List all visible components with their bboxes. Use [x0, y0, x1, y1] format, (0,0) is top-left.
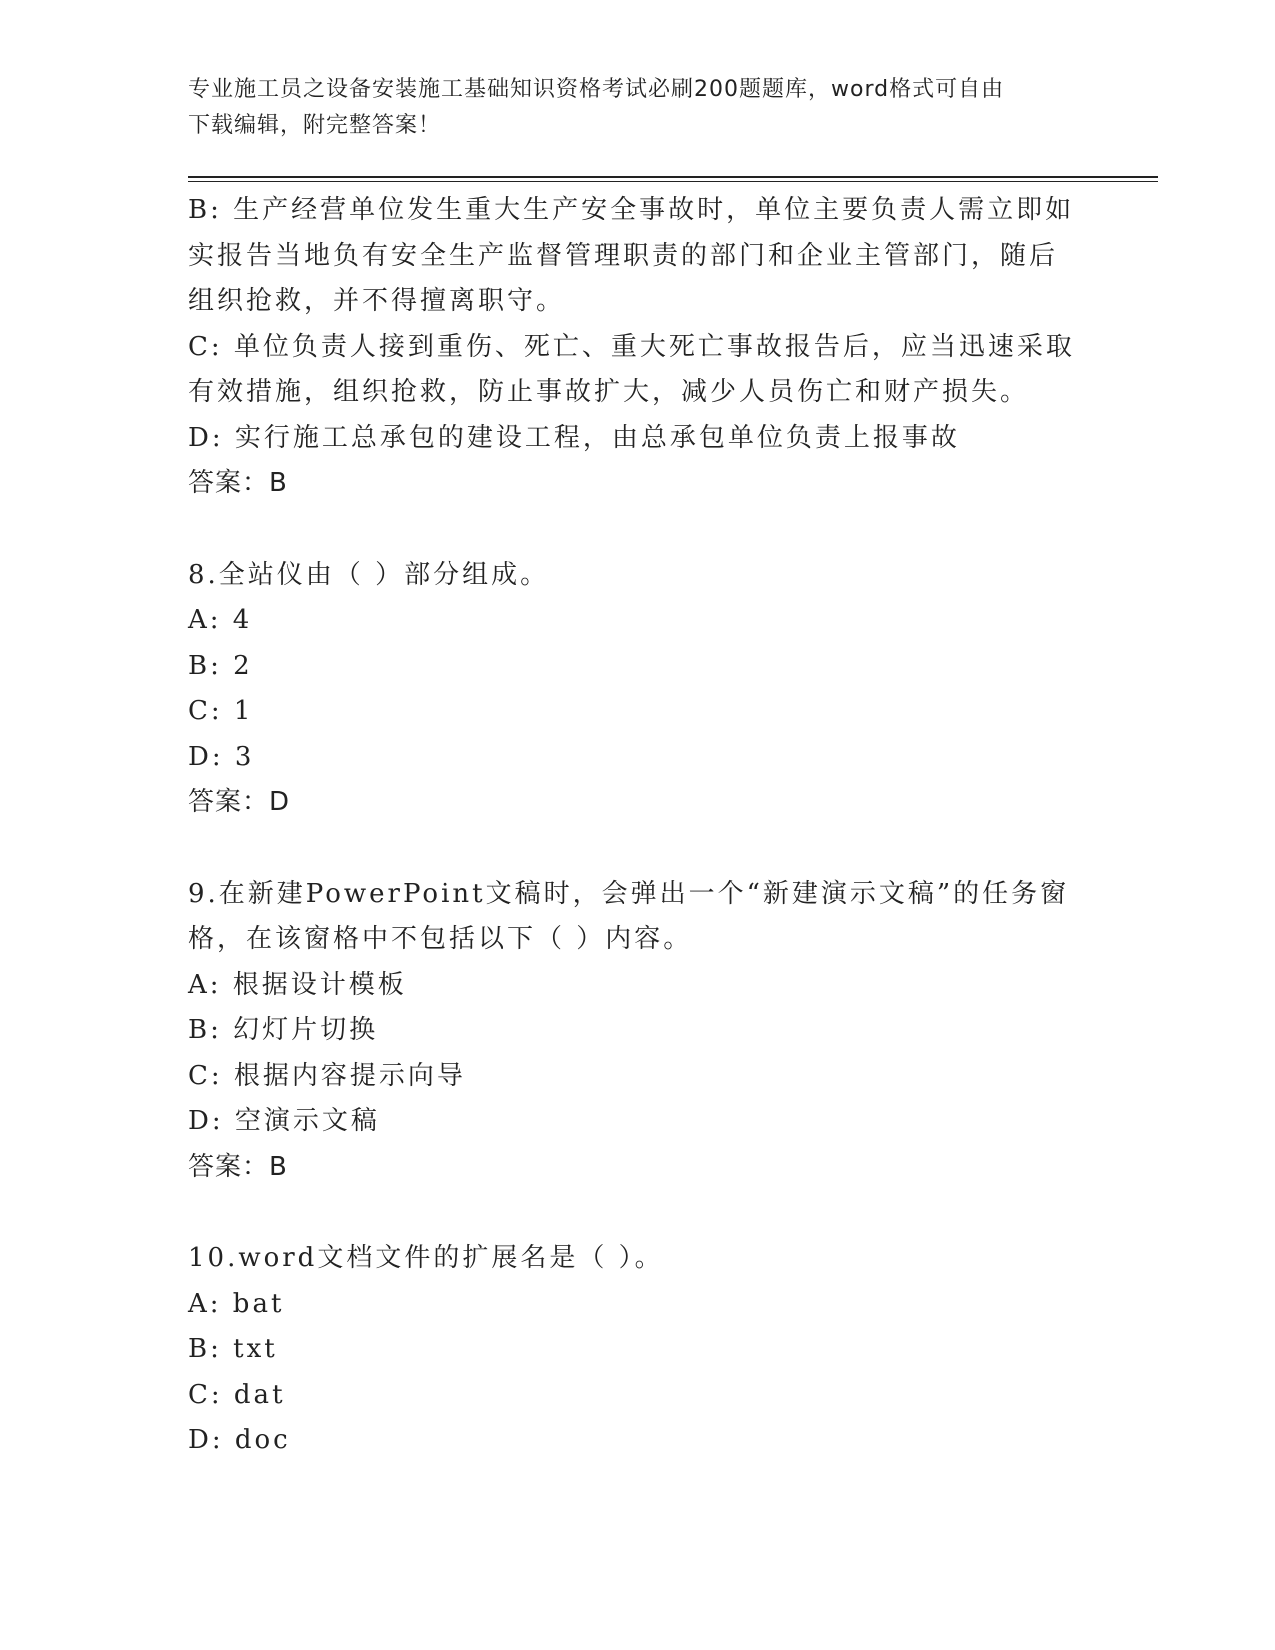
q9-option-a: A: 根据设计模板	[188, 969, 407, 1000]
q10-option-a: A: bat	[188, 1288, 285, 1319]
q7-option-b-line-1: B: 生产经营单位发生重大生产安全事故时，单位主要负责人需立即如	[188, 195, 1075, 225]
q10-option-c: C: dat	[188, 1379, 286, 1410]
q8-option-b: B: 2	[188, 650, 253, 681]
q10-option-b: B: txt	[188, 1334, 278, 1364]
q9-question-line-1: 9.在新建PowerPoint文稿时，会弹出一个“新建演示文稿”的任务窗	[188, 878, 1070, 909]
header-rule-thin	[188, 181, 1158, 182]
header-rule-thick	[188, 176, 1158, 178]
question-10-block	[188, 1236, 1088, 1464]
q10-question: 10.word文档文件的扩展名是（ ）。	[188, 1243, 664, 1273]
q8-answer: 答案：D	[188, 787, 291, 817]
q8-question: 8.全站仪由（ ）部分组成。	[188, 559, 550, 590]
document-body	[188, 188, 1088, 1464]
header-line-1: 专业施工员之设备安装施工基础知识资格考试必刷200题题库，word格式可自由	[188, 77, 1005, 102]
spacer	[188, 1190, 1088, 1236]
q8-option-c: C: 1	[188, 696, 254, 726]
q9-answer: 答案：B	[188, 1151, 288, 1182]
spacer	[188, 507, 1088, 553]
q7-option-b-line-2: 实报告当地负有安全生产监督管理职责的部门和企业主管部门，随后	[188, 240, 1059, 271]
q7-option-b-line-3: 组织抢救，并不得擅离职守。	[188, 286, 566, 316]
spacer	[188, 826, 1088, 872]
question-8-block	[188, 553, 1088, 826]
q10-option-d: D: doc	[188, 1425, 291, 1455]
q8-option-d: D: 3	[188, 741, 255, 772]
q9-question-line-2: 格，在该窗格中不包括以下（ ）内容。	[188, 924, 693, 954]
question-9-block	[188, 872, 1088, 1191]
q7-answer: 答案：B	[188, 468, 288, 498]
q7-option-d: D: 实行施工总承包的建设工程，由总承包单位负责上报事故	[188, 422, 960, 453]
header-line-2: 下载编辑，附完整答案！	[188, 113, 442, 138]
question-7-block	[188, 188, 1088, 507]
q9-option-d: D: 空演示文稿	[188, 1106, 380, 1136]
document-header	[188, 72, 1068, 144]
q7-option-c-line-1: C: 单位负责人接到重伤、死亡、重大死亡事故报告后，应当迅速采取	[188, 331, 1075, 362]
q7-option-c-line-2: 有效措施，组织抢救，防止事故扩大，减少人员伤亡和财产损失。	[188, 377, 1030, 407]
q8-option-a: A: 4	[188, 605, 253, 635]
q9-option-c: C: 根据内容提示向导	[188, 1060, 466, 1091]
q9-option-b: B: 幻灯片切换	[188, 1015, 379, 1045]
